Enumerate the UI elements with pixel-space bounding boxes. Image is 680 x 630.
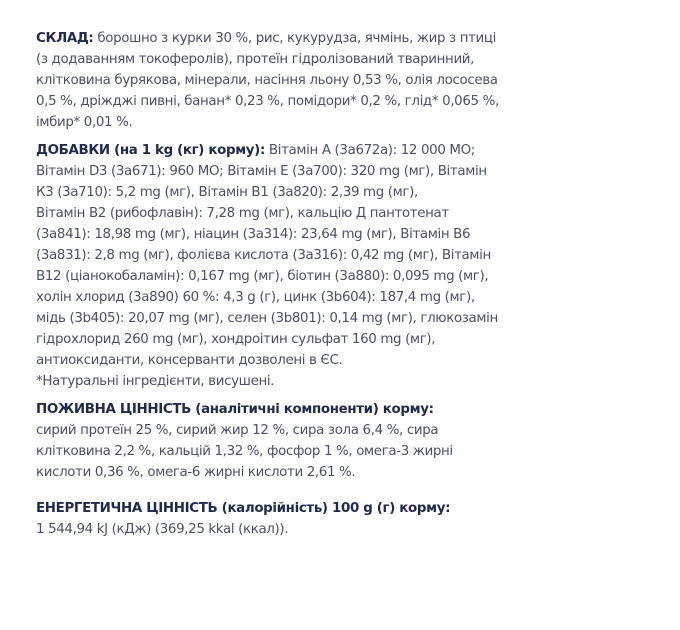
- nutritional-line-2: клітковина 2,2 %, кальцій 1,32 %, фосфор 1 %, омега-3 жирні: [36, 444, 453, 459]
- product-composition-document: [36, 28, 596, 540]
- additives-heading: ДОБАВКИ (на 1 kg (кг) корму):: [36, 143, 265, 158]
- additives-line-9: мідь (3b405): 20,07 mg (мг), селен (3b801): 0,14 mg (мг), глюкозамін: [36, 311, 498, 326]
- composition-line-5: імбир* 0,01 %.: [36, 115, 133, 130]
- additives-line-5: (3а841): 18,98 mg (мг), ніацин (3а314): 23,64 mg (мг), Вітамін В6: [36, 227, 471, 242]
- energy-value-line: 1 544,94 kJ (кДж) (369,25 kkal (ккал)).: [36, 522, 289, 537]
- nutritional-line-1: сирий протеїн 25 %, сирий жир 12 %, сира зола 6,4 %, сира: [36, 423, 439, 438]
- additives-line-6: (3а831): 2,8 mg (мг), фолієва кислота (3а316): 0,42 mg (мг), Вітамін: [36, 248, 491, 263]
- composition-section: [36, 28, 596, 133]
- additives-line-11: антиоксиданти, консерванти дозволені в ЄС.: [36, 353, 343, 368]
- energy-value-section: [36, 498, 596, 540]
- additives-section: [36, 140, 596, 392]
- additives-line-8: холін хлорид (3а890) 60 %: 4,3 g (г), цинк (3b604): 187,4 mg (мг),: [36, 290, 475, 305]
- composition-line-4: 0,5 %, дріжджі пивні, банан* 0,23 %, помідори* 0,2 %, глід* 0,065 %,: [36, 94, 499, 109]
- composition-line-3: клітковина бурякова, мінерали, насіння льону 0,53 %, олія лососева: [36, 73, 498, 88]
- additives-line-2: Вітамін D3 (3а671): 960 МО; Вітамін Е (3а700): 320 mg (мг), Вітамін: [36, 164, 487, 179]
- nutritional-line-3: кислоти 0,36 %, омега-6 жирні кислоти 2,61 %.: [36, 465, 356, 480]
- natural-ingredients-note: *Натуральні інгредієнти, висушені.: [36, 374, 275, 389]
- composition-line-1: СКЛАД: борошно з курки 30 %, рис, кукурудза, ячмінь, жир з птиці: [36, 31, 497, 46]
- additives-line-10: гідрохлорид 260 mg (мг), хондроітин сульфат 160 mg (мг),: [36, 332, 436, 347]
- additives-line-7: В12 (ціанокобаламін): 0,167 mg (мг), біотин (3а880): 0,095 mg (мг),: [36, 269, 489, 284]
- additives-line-3: К3 (3а710): 5,2 mg (мг), Вітамін В1 (3а820): 2,39 mg (мг),: [36, 185, 418, 200]
- nutritional-value-heading: ПОЖИВНА ЦІННІСТЬ (аналітичні компоненти) корму:: [36, 402, 434, 417]
- additives-line-1: ДОБАВКИ (на 1 kg (кг) корму): Вітамін А (3а672а): 12 000 МО;: [36, 143, 475, 158]
- composition-heading: СКЛАД:: [36, 31, 94, 46]
- additives-line-4: Вітамін В2 (рибофлавін): 7,28 mg (мг), кальцію Д пантотенат: [36, 206, 449, 221]
- composition-line-2: (з додаванням токоферолів), протеїн гідролізований тваринний,: [36, 52, 475, 67]
- nutritional-value-section: [36, 399, 596, 483]
- energy-value-heading: ЕНЕРГЕТИЧНА ЦІННІСТЬ (калорійність) 100 g (г) корму:: [36, 501, 451, 516]
